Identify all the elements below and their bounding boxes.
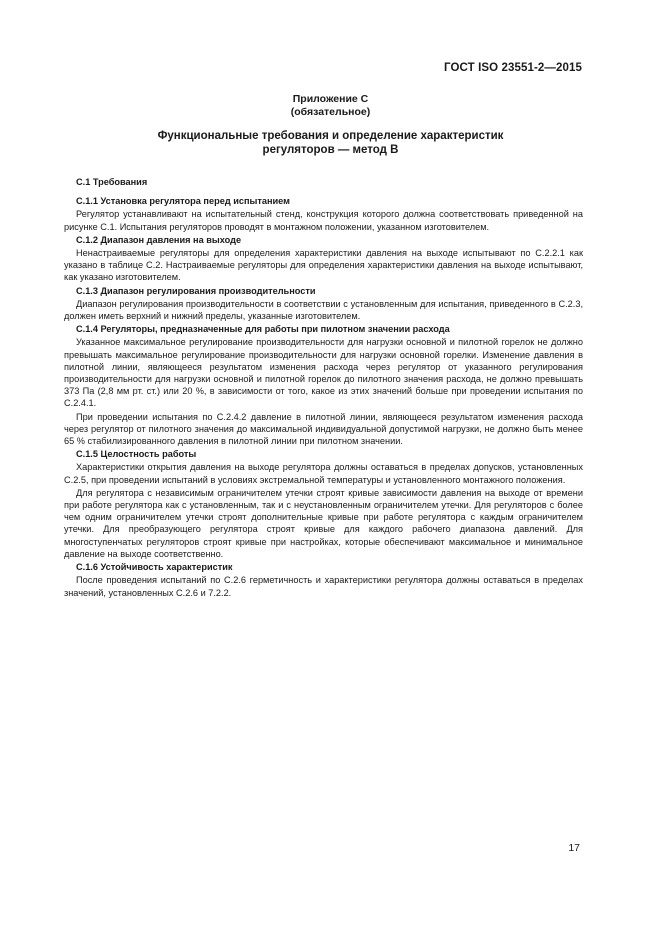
page-title-line-2: регуляторов — метод В bbox=[262, 144, 399, 156]
page-title-line-1: Функциональные требования и определение характеристик bbox=[157, 130, 504, 142]
document-body bbox=[64, 176, 583, 600]
section-heading-c1-1: С.1.1 Установка регулятора перед испытанием bbox=[76, 196, 290, 207]
section-heading-c1-3: С.1.3 Диапазон регулирования производительности bbox=[76, 285, 316, 296]
page-title bbox=[0, 129, 661, 157]
paragraph-c1-4-1: Указанное максимальное регулирование производительности для нагрузки основной и пилотной горелок не должно превышать максимальное регулирование производительности для нагрузки основной горелки. Изменение давления в пилотной линии, являющееся результатом изменения расхода через регулятор от указанного регулирования производительности для нагрузки основной и пилотной горелок до пилотного значения расхода, не должно превышать 373 Па (2,8 мм рт. ст.) или 20 %, в зависимости от того, какое из этих значений больше при проведении испытания по С.2.4.1. bbox=[64, 337, 583, 409]
appendix-status: (обязательное) bbox=[290, 106, 371, 118]
paragraph-c1-6: После проведения испытаний по С.2.6 герметичность и характеристики регулятора должны оставаться в пределах значений, установленных С.2.6 и 7.2.2. bbox=[64, 575, 583, 598]
paragraph-c1-3: Диапазон регулирования производительности в соответствии с установленным для испытания, приведенного в С.2.3, должен иметь верхний и нижний пределы, указанные изготовителем. bbox=[64, 298, 583, 322]
section-heading-c1-6: С.1.6 Устойчивость характеристик bbox=[76, 562, 233, 573]
paragraph-c1-5-2: Для регулятора с независимым ограничителем утечки строят кривые зависимости давления на выходе от времени при работе регулятора как с установленным, так и с неустановленным ограничителем утечки. Для регуляторов с более чем одним ограничителем утечки строят дополнительные кривые при работе регулятора с каждым ограничителем утечки. Для преобразующего регулятора строят кривые для каждого рабочего диапазона давлений. Для многоступенчатых регуляторов строят кривые при настройках, которые обеспечивают максимальное и минимальное давление на выходе соответственно. bbox=[64, 487, 583, 559]
section-heading-c1-2: С.1.2 Диапазон давления на выходе bbox=[76, 234, 242, 245]
page-number: 17 bbox=[568, 842, 580, 854]
appendix-label: Приложение С bbox=[292, 93, 369, 105]
paragraph-c1-2: Ненастраиваемые регуляторы для определения характеристики давления на выходе испытывают по С.2.2.1 как указано в таблице С.2. Настраиваемые регуляторы для определения характеристики давления на выходе испытывают, как указано изготовителем. bbox=[64, 248, 583, 283]
section-heading-c1: С.1 Требования bbox=[76, 177, 148, 187]
section-heading-c1-5: С.1.5 Целостность работы bbox=[76, 449, 197, 460]
section-heading-c1-4: С.1.4 Регуляторы, предназначенные для работы при пилотном значении расхода bbox=[76, 324, 450, 335]
document-code-header: ГОСТ ISO 23551-2—2015 bbox=[444, 62, 582, 74]
paragraph-c1-1: Регулятор устанавливают на испытательный стенд, конструкция которого должна соответствовать приведенной на рисунке С.1. Испытания регуляторов проводят в монтажном положении, указанном изготовителем. bbox=[64, 209, 583, 232]
paragraph-c1-5-1: Характеристики открытия давления на выходе регулятора должны оставаться в пределах допусков, установленных С.2.5, при проведении испытаний в условиях экстремальной температуры и установленного монтажного положения. bbox=[64, 462, 583, 485]
paragraph-c1-4-2: При проведении испытания по С.2.4.2 давление в пилотной линии, являющееся результатом изменения расхода через регулятор от пилотного значения до максимальной индивидуальной допустимой нагрузки, не должно быть менее 65 % стабилизированного давления в пилотной линии при пилотном значении. bbox=[64, 411, 583, 447]
appendix-heading bbox=[0, 93, 661, 119]
